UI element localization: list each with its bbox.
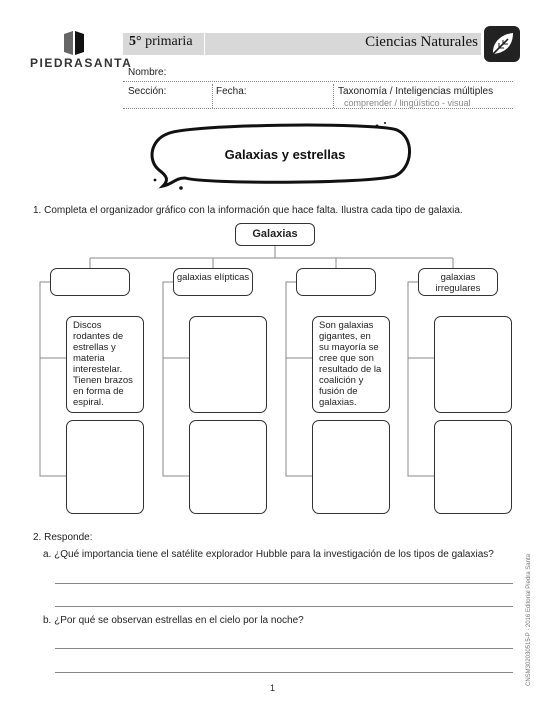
- page-number: 1: [270, 683, 276, 693]
- description-box-3[interactable]: [312, 316, 390, 413]
- illustration-box-3[interactable]: [312, 420, 390, 514]
- section-label: Sección:: [128, 86, 167, 97]
- copyright-note: CNSM302030515-P · 2016 Editorial Piedra Santa: [526, 554, 532, 686]
- galaxy-type-label: [297, 269, 375, 272]
- galaxy-description: Discos rodantes de estrellas y materia interestelar. Tienen brazos en forma de espiral.: [73, 320, 133, 408]
- answer-line[interactable]: [55, 606, 513, 607]
- organizer-root-box: [235, 223, 315, 246]
- question-1-text: 1. Completa el organizador gráfico con la información que hace falta. Ilustra cada tipo de galaxia.: [33, 205, 463, 216]
- illustration-box-4[interactable]: [434, 420, 512, 514]
- question-2a-text: a. ¿Qué importancia tiene el satélite explorador Hubble para la investigación de los tipos de galaxias?: [43, 549, 494, 560]
- organizer-root-label: Galaxias: [252, 228, 298, 240]
- answer-line[interactable]: [55, 583, 513, 584]
- publisher-logo-text: PIEDRASANTA: [30, 56, 133, 70]
- galaxy-type-label: galaxias elípticas: [176, 272, 250, 283]
- galaxy-type-label: [51, 269, 129, 272]
- description-box-4[interactable]: [434, 316, 512, 413]
- description-box-2[interactable]: [189, 316, 267, 413]
- description-box-1[interactable]: [66, 316, 144, 413]
- galaxy-type-box-4[interactable]: [418, 268, 498, 296]
- galaxy-description: Son galaxias gigantes, en su mayoría se cree que son resultado de la coalición y fusión de galaxias.: [319, 320, 382, 408]
- galaxy-type-box-1[interactable]: [50, 268, 130, 296]
- name-label: Nombre:: [128, 67, 167, 78]
- galaxy-description: [190, 317, 266, 323]
- galaxy-type-label: galaxias irregulares: [435, 272, 481, 294]
- galaxy-type-box-2[interactable]: [173, 268, 253, 296]
- grade-label: 5° primaria: [129, 34, 193, 49]
- illustration-box-2[interactable]: [189, 420, 267, 514]
- taxonomy-label: Taxonomía / Inteligencias múltiples: [338, 86, 494, 97]
- answer-line[interactable]: [55, 672, 513, 673]
- question-2b-text: b. ¿Por qué se observan estrellas en el cielo por la noche?: [43, 615, 304, 626]
- taxonomy-value: comprender / lingüístico - visual: [344, 98, 471, 108]
- subject-title: Ciencias Naturales: [365, 34, 478, 50]
- question-2-text: 2. Responde:: [33, 532, 93, 543]
- answer-line[interactable]: [55, 648, 513, 649]
- illustration-box-1[interactable]: [66, 420, 144, 514]
- galaxy-description: [435, 317, 511, 323]
- galaxy-type-box-3[interactable]: [296, 268, 376, 296]
- worksheet-title: Galaxias y estrellas: [224, 147, 346, 162]
- date-label: Fecha:: [216, 86, 247, 97]
